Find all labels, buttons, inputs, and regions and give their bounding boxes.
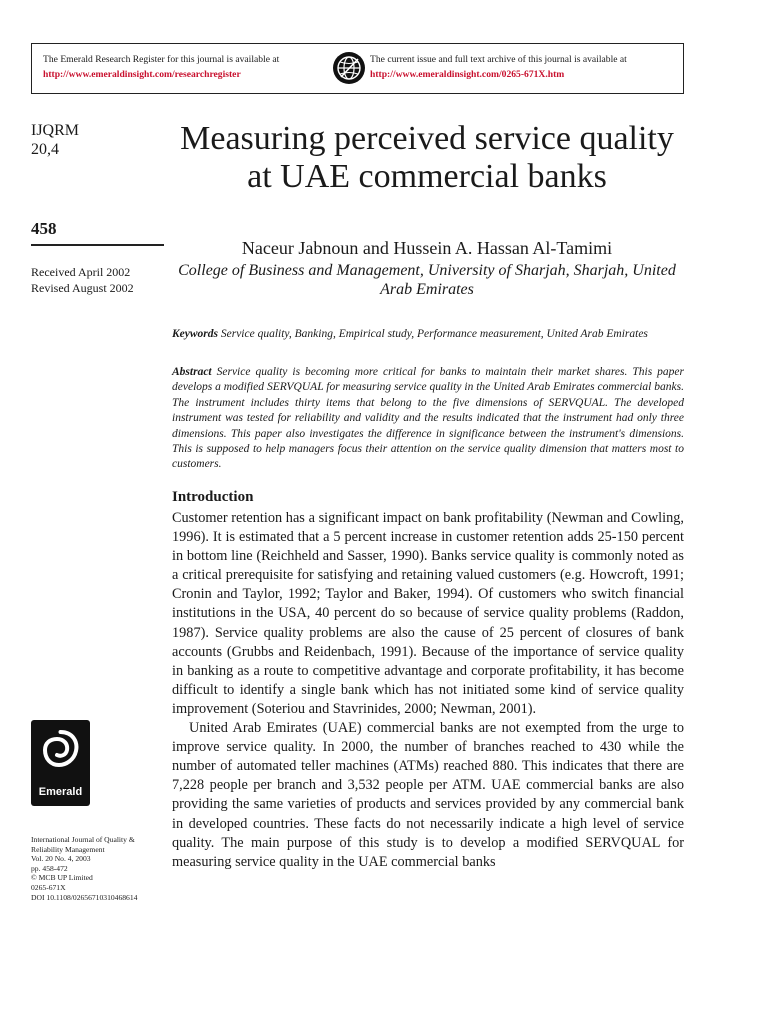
journal-abbr: IJQRM — [31, 122, 80, 139]
header-left-link[interactable]: http://www.emeraldinsight.com/researchregister — [43, 69, 241, 80]
header-right-text: The current issue and full text archive of this journal is available at — [370, 54, 627, 65]
abstract-label: Abstract — [172, 366, 212, 378]
volume-issue: 20,4 — [31, 141, 59, 158]
abstract-block — [172, 365, 684, 473]
header-right-link[interactable]: http://www.emeraldinsight.com/0265-671X.htm — [370, 69, 565, 80]
citation-line: pp. 458-472 — [31, 863, 68, 873]
emerald-logo-label: Emerald — [38, 786, 83, 798]
citation-line: International Journal of Quality & — [31, 835, 135, 844]
introduction-body — [172, 509, 684, 872]
citation-block — [31, 835, 171, 902]
sidebar-divider — [31, 244, 164, 246]
section-heading-introduction: Introduction — [172, 489, 254, 505]
received-dates — [31, 264, 134, 296]
citation-line: DOI 10.1108/02656710310468614 — [31, 892, 138, 902]
header-left-text: The Emerald Research Register for this journal is available at — [43, 54, 280, 65]
article-authors: Naceur Jabnoun and Hussein A. Hassan Al-Tamimi — [241, 238, 613, 258]
globe-icon — [332, 51, 366, 85]
keywords-text: Service quality, Banking, Empirical study, Performance measurement, United Arab Emirates — [220, 328, 648, 340]
citation-line: Reliability Management — [31, 844, 105, 854]
citation-line: Vol. 20 No. 4, 2003 — [31, 854, 91, 864]
abstract-text: Service quality is becoming more critical for banks to maintain their market shares. This paper develops a modified SERVQUAL for measuring service quality in the United Arab Emirates commercial banks. The instrument includes thirty items that belong to the five dimensions of SERVQUAL. The developed instrument was tested for reliability and validity and the results indicated that the instrument had only three dimensions. This paper also investigates the difference in significance between the instrument's dimensions. This is supposed to help managers focus their attention on the service quality dimension that matters most to customers. — [172, 366, 684, 471]
emerald-swirl-icon — [31, 720, 90, 782]
received-date: Received April 2002 — [31, 265, 131, 279]
article-title: Measuring perceived service quality at UAE commercial banks — [180, 120, 674, 195]
revised-date: Revised August 2002 — [31, 281, 134, 295]
keywords-label: Keywords — [172, 328, 218, 340]
citation-line: 0265-671X — [31, 882, 66, 892]
journal-info — [31, 121, 79, 159]
paragraph-2: United Arab Emirates (UAE) commercial banks are not exempted from the urge to improve service quality. In 2000, the number of branches reached to 430 while the number of automated teller machines (ATMs) reached 880. This indicates that there are 7,228 people per branch and 3,532 people per ATM. UAE commercial banks are also providing the same varieties of products and services provided by any commercial bank in developed countries. These facts do not necessarily indicate a high level of service quality. The main purpose of this study is to develop a modified SERVQUAL for measuring service quality in the UAE commercial banks — [172, 720, 684, 870]
page-number: 458 — [31, 219, 57, 238]
citation-line: © MCB UP Limited — [31, 873, 93, 883]
article-affiliation: College of Business and Management, University of Sharjah, Sharjah, United Arab Emirates — [178, 262, 676, 298]
keywords-block — [172, 327, 684, 342]
paragraph-1: Customer retention has a significant impact on bank profitability (Newman and Cowling, 1996). It is estimated that a 5 percent increase in customer retention adds 25-150 percent in bottom line (Reichheld and Sasser, 1990). Banks service quality is commonly noted as a critical prerequisite for satisfying and retaining valued customers (e.g. Howcroft, 1991; Cronin and Taylor, 1992; Taylor and Baker, 1994). Of customers who switch financial institutions in the USA, 40 percent do so because of service quality problems (Raddon, 1987). Service quality problems are also the cause of 25 percent of closures of bank accounts (Grubbs and Reidenbach, 1991). Because of the importance of service quality in banking as a route to competitive advantage and corporate profitability, it has become difficult to identify a single bank which has not initiated some kind of service quality improvement (Soteriou and Stavrinides, 2000; Newman, 2001). — [172, 510, 684, 717]
